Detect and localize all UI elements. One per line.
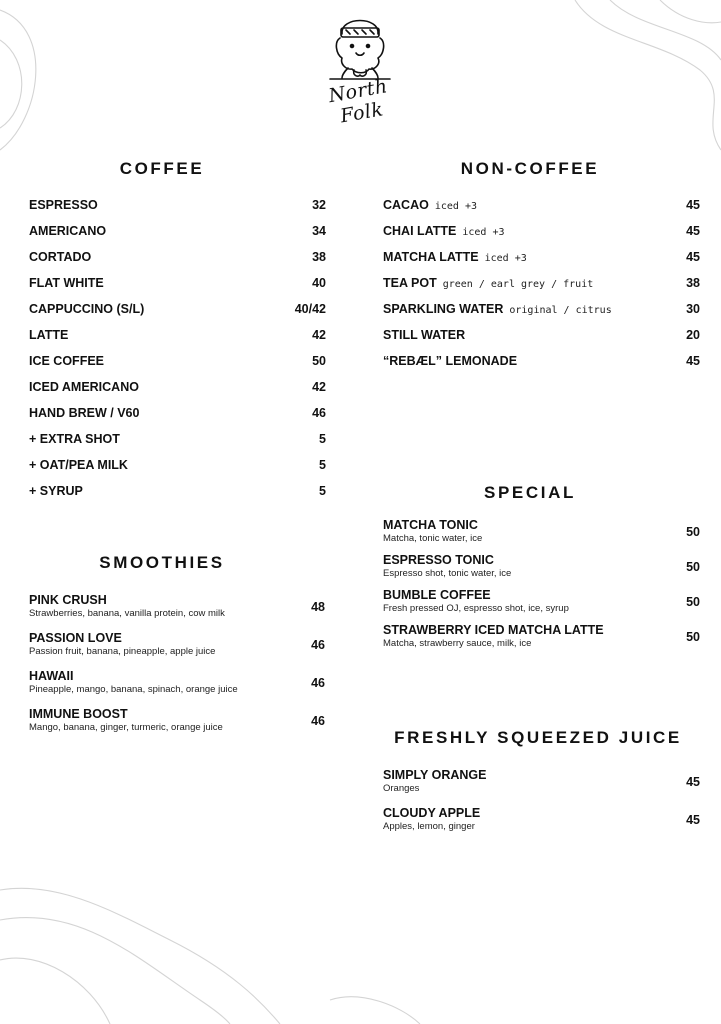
item-description: Apples, lemon, ginger [383,821,475,832]
item-price: 45 [686,813,700,827]
item-name: FLAT WHITE [29,276,104,290]
menu-item [29,250,326,268]
item-description: Espresso shot, tonic water, ice [383,568,512,579]
menu-item [29,458,326,476]
menu-item [29,631,325,661]
item-price: 38 [312,250,326,264]
item-name: + EXTRA SHOT [29,432,120,446]
menu-item [383,354,700,372]
item-description: Matcha, strawberry sauce, milk, ice [383,638,532,649]
item-price: 50 [686,560,700,574]
item-name: SPARKLING WATER [383,302,504,316]
item-name: ICED AMERICANO [29,380,139,394]
menu-item [29,224,326,242]
menu-item [383,328,700,346]
item-description: Mango, banana, ginger, turmeric, orange juice [29,722,223,733]
item-name: HAND BREW / V60 [29,406,140,420]
item-name: AMERICANO [29,224,107,238]
menu-item [383,768,700,798]
menu-item [29,406,326,424]
menu-item [29,328,326,346]
item-note: green / earl grey / fruit [442,279,594,290]
item-price: 34 [312,224,326,238]
item-price: 50 [686,595,700,609]
menu-item [29,707,325,737]
menu-item [383,806,700,836]
item-price: 5 [319,458,326,472]
item-price: 46 [311,714,325,728]
item-price: 5 [319,484,326,498]
item-price: 30 [686,302,700,316]
menu-item [383,518,700,548]
item-description: Strawberries, banana, vanilla protein, cow milk [29,608,225,619]
item-note: iced +3 [484,253,527,264]
item-note: iced +3 [462,227,505,238]
item-name: STRAWBERRY ICED MATCHA LATTE [383,623,604,637]
item-name: SIMPLY ORANGE [383,768,487,782]
menu-item [383,623,700,653]
item-price: 46 [311,676,325,690]
item-name: + OAT/PEA MILK [29,458,128,472]
item-name: CAPPUCCINO (S/L) [29,302,145,316]
section-title-juice: FRESHLY SQUEEZED JUICE [394,728,682,747]
menu-item [29,380,326,398]
item-price: 42 [312,328,326,342]
item-name: CORTADO [29,250,92,264]
menu-item [383,250,700,268]
item-name: + SYRUP [29,484,83,498]
item-name: ICE COFFEE [29,354,105,368]
item-name: “REBÆL” LEMONADE [383,354,518,368]
item-name: BUMBLE COFFEE [383,588,491,602]
section-title-non-coffee: NON-COFFEE [460,159,600,178]
item-price: 40 [312,276,326,290]
section-title-special: SPECIAL [484,483,576,502]
section-title-coffee: COFFEE [119,159,205,178]
item-price: 45 [686,250,700,264]
menu-item [383,276,700,294]
menu-item [29,484,326,502]
item-price: 48 [311,600,325,614]
item-name: CLOUDY APPLE [383,806,481,820]
item-price: 45 [686,354,700,368]
item-price: 38 [686,276,700,290]
menu-item [383,198,700,216]
item-name: MATCHA LATTE [383,250,479,264]
item-price: 45 [686,224,700,238]
menu-item [383,302,700,320]
item-name: MATCHA TONIC [383,518,478,532]
menu-item [29,198,326,216]
item-note: original / citrus [509,305,612,316]
menu-item [29,354,326,372]
item-price: 50 [312,354,326,368]
item-name: STILL WATER [383,328,466,342]
item-description: Oranges [383,783,420,794]
item-name: HAWAII [29,669,74,683]
item-price: 46 [311,638,325,652]
item-price: 42 [312,380,326,394]
item-name: ESPRESSO [29,198,98,212]
menu-item [29,432,326,450]
item-name: PASSION LOVE [29,631,122,645]
menu-item [29,669,325,699]
item-price: 5 [319,432,326,446]
item-name: LATTE [29,328,69,342]
item-description: Passion fruit, banana, pineapple, apple juice [29,646,216,657]
brand-logo-text: North Folk [326,75,390,128]
item-price: 20 [686,328,700,342]
item-price: 45 [686,775,700,789]
item-name: ESPRESSO TONIC [383,553,494,567]
item-description: Fresh pressed OJ, espresso shot, ice, syrup [383,603,569,614]
item-name: IMMUNE BOOST [29,707,128,721]
item-price: 32 [312,198,326,212]
menu-item [29,276,326,294]
item-description: Pineapple, mango, banana, spinach, orange juice [29,684,238,695]
section-title-smoothies: SMOOTHIES [99,553,225,572]
item-note: iced +3 [434,201,477,212]
menu-item [383,224,700,242]
item-description: Matcha, tonic water, ice [383,533,483,544]
item-name: PINK CRUSH [29,593,107,607]
menu-item [29,593,325,623]
item-price: 50 [686,525,700,539]
item-price: 40/42 [294,302,326,316]
item-price: 45 [686,198,700,212]
menu-item [383,588,700,618]
item-name: TEA POT [383,276,437,290]
menu-item [29,302,326,320]
item-name: CACAO [383,198,429,212]
item-price: 50 [686,630,700,644]
item-price: 46 [312,406,326,420]
menu-item [383,553,700,583]
item-name: CHAI LATTE [383,224,457,238]
